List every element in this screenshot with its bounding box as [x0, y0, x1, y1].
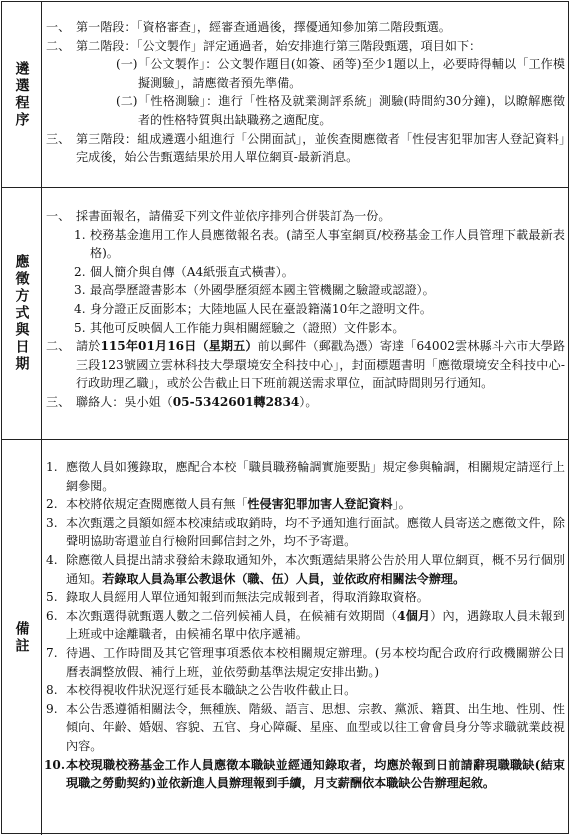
list-marker: 1.	[74, 227, 86, 242]
list-marker: 4.	[46, 552, 58, 567]
list-marker: 10.	[44, 757, 66, 772]
selection-stage-2-doc-writing	[44, 55, 565, 92]
list-marker: 3.	[74, 283, 86, 298]
list-marker: 3.	[46, 515, 58, 530]
selection-process-content	[44, 18, 565, 167]
list-item-text: 本校現職校務基金工作人員應徵本職缺並經通知錄取者，均應於報到日前請辭現職職缺(結束現職之勞動契約)並依新進人員辦理報到手續，月支薪酬依本職缺公告辦理起敘。	[66, 757, 565, 791]
list-marker: 一、	[46, 20, 71, 34]
remark-5	[44, 588, 565, 607]
list-item-text: 本校得視收件狀況逕行延長本職缺之公告收件截止日。	[66, 683, 357, 698]
list-item-text: 第二階段：「公文製作」評定通過者，始安排進行第三階段甄選，項目如下：	[76, 38, 482, 53]
selection-process-row	[2, 2, 568, 187]
list-marker: 三、	[46, 394, 71, 409]
list-item-text: 最高學歷證書影本（外國學歷須經本國主管機關之驗證或認證）。	[90, 283, 435, 298]
remark-10	[44, 756, 565, 793]
remarks-row	[2, 439, 568, 835]
deadline-text-after: 前以郵件（郵戳為憑）寄達「64002雲林縣斗六市大學路三段123號國立雲林科技大學環境安全科技中心」，封面標題書明「應徵環境安全科技中心-行政助理乙職」，或於公告截止日下班前親送需求單位，面試時間則另行通知。	[76, 339, 565, 391]
application-label	[2, 188, 42, 439]
list-marker: 1.	[46, 460, 58, 474]
list-marker: 三、	[46, 131, 71, 146]
list-marker: 6.	[46, 608, 58, 623]
list-marker: 二、	[46, 38, 71, 53]
announcement-table	[1, 1, 569, 834]
remark-2-bold: 性侵害犯罪加害人登記資料	[247, 497, 393, 512]
list-marker: 5.	[46, 590, 58, 605]
list-marker: 9.	[46, 701, 58, 716]
list-item-text: 第一階段：「資格審查」，經審查通過後，擇優通知參加第二階段甄選。	[76, 20, 451, 34]
application-label-text: 應徵方式與日期	[13, 254, 30, 373]
required-document-3	[44, 281, 565, 300]
list-marker: (一)	[116, 57, 138, 72]
list-marker: 一、	[46, 209, 71, 223]
remark-6-text-before: 本次甄選得就甄選人數之二倍列候補人員，在候補有效期間（	[66, 608, 398, 623]
list-marker: 2.	[74, 264, 86, 279]
remark-8	[44, 681, 565, 700]
contact-phone: 05-5342601轉2834	[172, 394, 300, 409]
required-document-5	[44, 319, 565, 338]
list-item-text: 校務基金進用工作人員應徵報名表。(請至人事室網頁/校務基金工作人員管理下載最新表格)。	[90, 227, 565, 261]
deadline-text-before: 請於	[76, 339, 101, 354]
remarks-label	[2, 440, 42, 835]
remark-6-text-after: ）內，遇錄取人員未報到上班或中途離職者，由候補名單中依序遞補。	[66, 608, 565, 642]
contact-person	[44, 393, 565, 412]
contact-text-after: ）。	[299, 394, 318, 409]
remark-2	[44, 495, 565, 514]
remark-3	[44, 514, 565, 551]
application-content	[44, 207, 565, 412]
selection-process-label	[2, 2, 42, 187]
selection-stage-2	[44, 37, 565, 56]
remark-9	[44, 700, 565, 756]
deadline-date: 115年01月16日（星期五）	[100, 339, 258, 354]
list-item-text: 第三階段：組成遴選小組進行「公開面試」，並俟查閱應徵者「性侵害犯罪加害人登記資料」完成後，始公告甄選結果於用人單位網頁-最新消息。	[76, 131, 565, 165]
list-marker: 8.	[46, 683, 58, 698]
application-method	[44, 207, 565, 226]
remarks-content	[44, 458, 565, 793]
selection-process-label-text: 遴選程序	[13, 60, 30, 129]
contact-text-before: 聯絡人：吳小姐（	[76, 394, 173, 409]
list-marker: 2.	[46, 497, 58, 512]
list-item-text: 身分證正反面影本；大陸地區人民在臺設籍滿10年之證明文件。	[90, 301, 432, 316]
selection-stage-3	[44, 130, 565, 167]
required-document-2	[44, 263, 565, 282]
list-marker: 5.	[74, 320, 86, 335]
list-item-text: 採書面報名，請備妥下列文件並依序排列合併裝訂為一份。	[76, 209, 391, 223]
list-marker: 7.	[46, 645, 58, 660]
remark-1	[44, 458, 565, 495]
selection-stage-2-personality-test	[44, 92, 565, 129]
list-item-text: 錄取人員經用人單位通知報到而無法完成報到者，得取消錄取資格。	[66, 590, 429, 605]
list-item-text: 待遇、工作時間及其它管理事項悉依本校相關規定辦理。(另本校均配合政府行政機關辦公日曆表調整放假、補行上班，並依勞動基準法規定安排出勤。)	[66, 645, 565, 679]
selection-stage-1	[44, 18, 565, 37]
remark-4-text: 除應徵人員提出請求發給未錄取通知外，本次甄選結果將公告於用人單位網頁，概不另行個別通知。	[66, 552, 565, 586]
list-item-text: 「公文製作」：公文製作題目(如簽、函等)至少1題以上，必要時得輔以「工作模擬測驗」，請應徵者預先準備。	[138, 57, 565, 90]
application-row	[2, 187, 568, 439]
list-item-text: 本次甄選之員額如經本校凍結或取銷時，均不予通知進行面試。應徵人員寄送之應徵文件，除聲明協助寄還並自行檢附回郵信封之外，均不予寄還。	[66, 515, 565, 549]
list-marker: (二)	[116, 94, 138, 109]
list-marker: 二、	[46, 339, 71, 354]
remark-2-text-after: 」。	[392, 497, 411, 512]
list-item-text: 本公告悉遵循相關法令，無種族、階級、語言、思想、宗教、黨派、籍貫、出生地、性別、性傾向、年齡、婚姻、容貌、五官、身心障礙、星座、血型或以往工會會員身分等求職就業歧視內容。	[66, 701, 565, 753]
list-item-text: 「性格測驗」：進行「性格及就業測評系統」測驗(時間約30分鐘)，以瞭解應徵者的性格特質與出缺職務之適配度。	[138, 94, 565, 127]
remark-6	[44, 607, 565, 644]
remark-7	[44, 644, 565, 681]
list-item-text: 個人簡介與自傳（A4紙張直式橫書）。	[90, 264, 294, 279]
remark-2-text-before: 本校將依規定查閱應徵人員有無「	[66, 497, 248, 512]
remark-4	[44, 551, 565, 588]
remarks-label-text: 備註	[13, 620, 30, 655]
remark-6-bold: 4個月	[397, 608, 431, 623]
remark-4-bold: 若錄取人員為軍公教退休（職、伍）人員，並依政府相關法令辦理。	[102, 571, 466, 586]
application-deadline	[44, 337, 565, 393]
required-document-4	[44, 300, 565, 319]
list-item-text: 其他可反映個人工作能力與相關經驗之（證照）文件影本。	[90, 320, 405, 335]
required-document-1	[44, 226, 565, 263]
list-marker: 4.	[74, 301, 86, 316]
list-item-text: 應徵人員如獲錄取，應配合本校「職員職務輪調實施要點」規定參與輪調，相關規定請逕行上網參閱。	[66, 460, 565, 493]
